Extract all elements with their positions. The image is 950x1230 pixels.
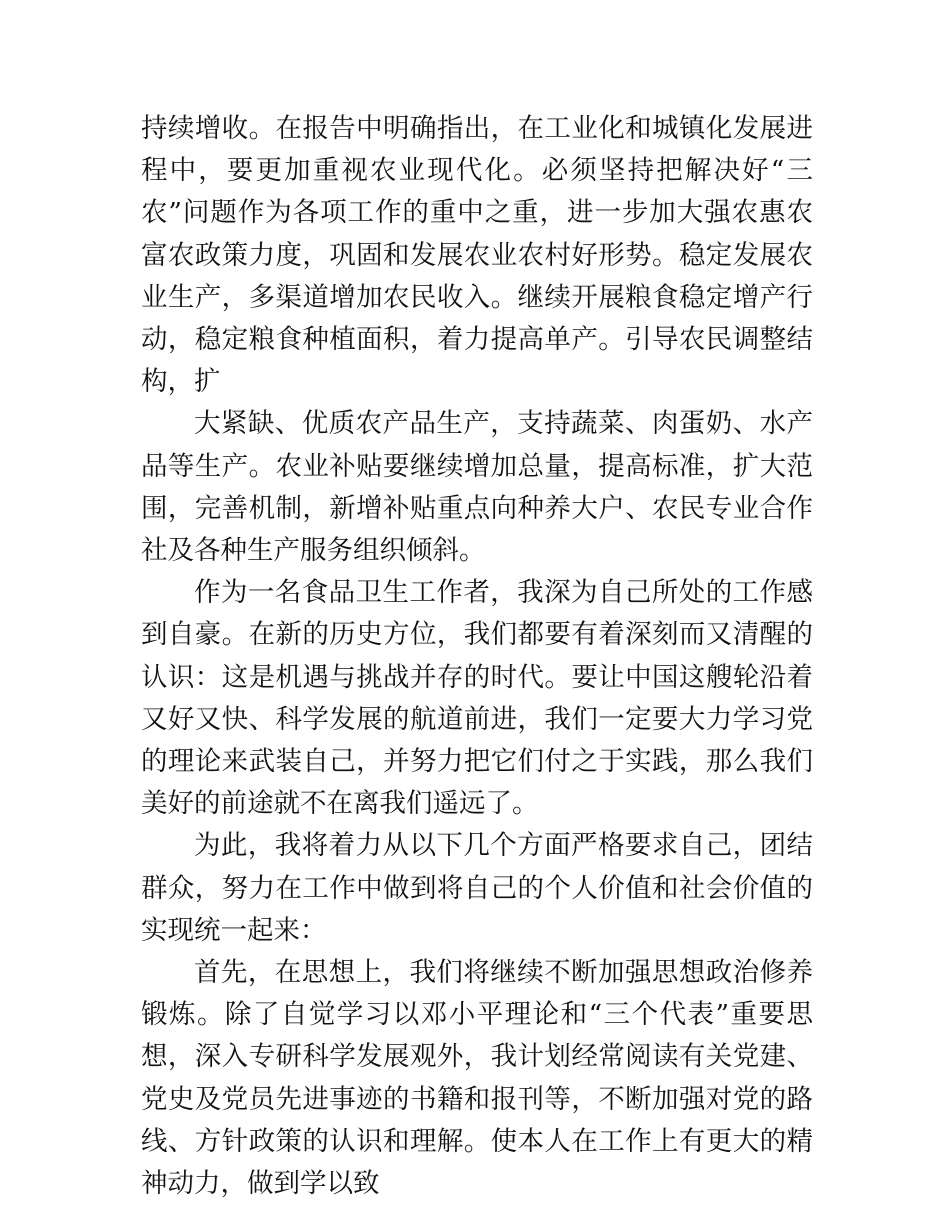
paragraph-4: 为此，我将着力从以下几个方面严格要求自己，团结群众，努力在工作中做到将自己的个人价值和社会价值的实现统一起来： xyxy=(141,830,813,946)
paragraph-2: 大紧缺、优质农产品生产，支持蔬菜、肉蛋奶、水产品等生产。农业补贴要继续增加总量，提高标准，扩大范围，完善机制，新增补贴重点向种养大户、农民专业合作社及各种生产服务组织倾斜。 xyxy=(141,408,813,567)
paragraph-3: 作为一名食品卫生工作者，我深为自己所处的工作感到自豪。在新的历史方位，我们都要有着深刻而又清醒的认识：这是机遇与挑战并存的时代。要让中国这艘轮沿着又好又快、科学发展的航道前进，我们一定要大力学习党的理论来武装自己，并努力把它们付之于实践，那么我们美好的前途就不在离我们遥远了。 xyxy=(141,577,813,820)
paragraph-1: 持续增收。在报告中明确指出，在工业化和城镇化发展进程中，要更加重视农业现代化。必须坚持把解决好“三农”问题作为各项工作的重中之重，进一步加大强农惠农富农政策力度，巩固和发展农业农村好形势。稳定发展农业生产，多渠道增加农民收入。继续开展粮食稳定增产行动，稳定粮食种植面积，着力提高单产。引导农民调整结构，扩 xyxy=(141,113,813,398)
document-body xyxy=(141,108,813,1205)
paragraph-5: 首先，在思想上，我们将继续不断加强思想政治修养锻炼。除了自觉学习以邓小平理论和“三个代表”重要思想，深入专研科学发展观外，我计划经常阅读有关党建、党史及党员先进事迹的书籍和报刊等，不断加强对党的路线、方针政策的认识和理解。使本人在工作上有更大的精神动力，做到学以致 xyxy=(141,957,813,1200)
